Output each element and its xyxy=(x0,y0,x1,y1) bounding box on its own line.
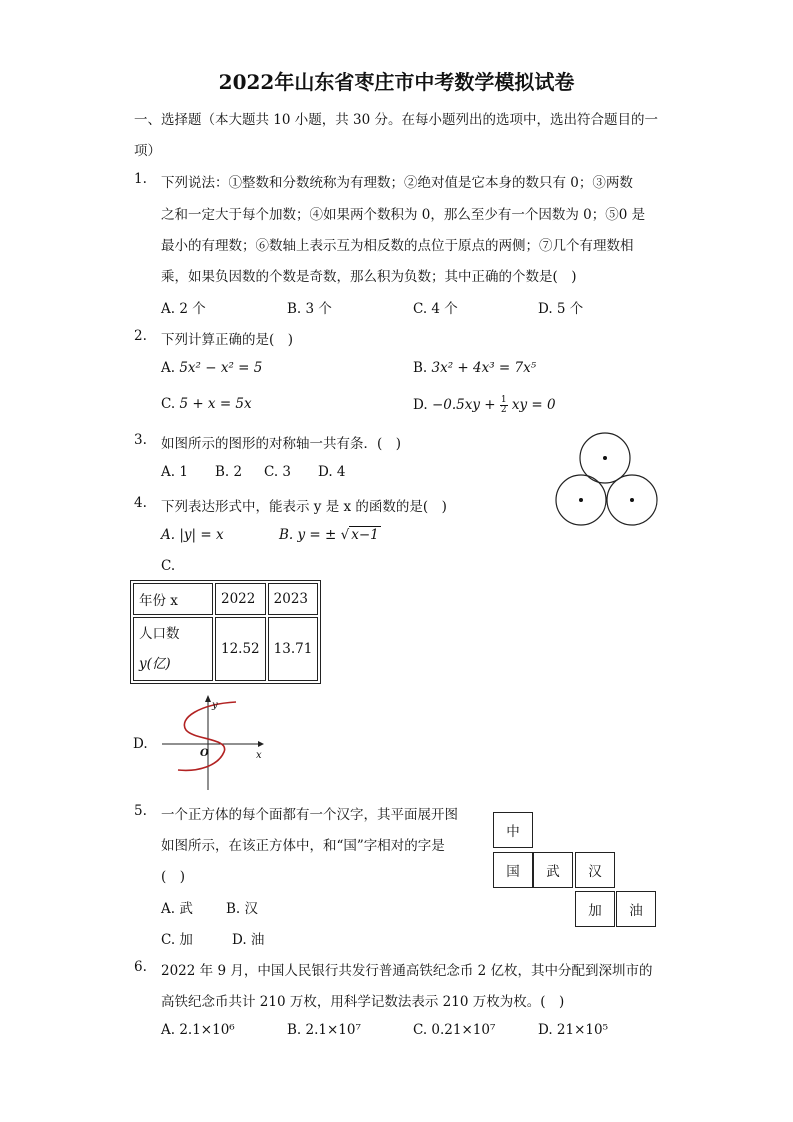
q1-line-1: 下列说法：①整数和分数统称为有理数；②绝对值是它本身的数只有 0；③两数 xyxy=(161,175,633,191)
q1-option-c: C. 4 个 xyxy=(413,301,458,317)
table-header-year xyxy=(133,583,213,615)
fraction-denominator: 2 xyxy=(500,405,507,415)
table-row-label-1: 人口数 xyxy=(139,626,180,642)
q2-option-c-label: C. xyxy=(161,396,176,412)
q1-option-a: A. 2 个 xyxy=(161,301,206,317)
q5-line-2: 如图所示，在该正方体中，和“国”字相对的字是 xyxy=(161,838,445,854)
q2-option-d-expr-post: xy = 0 xyxy=(511,397,556,413)
q1-line-3: 最小的有理数；⑥数轴上表示互为相反数的点位于原点的两侧；⑦几个有理数相 xyxy=(161,238,634,254)
q2-option-d-fraction xyxy=(500,396,508,415)
q4-option-d-label: D. xyxy=(133,736,148,752)
q1-line-2: 之和一定大于每个加数；④如果两个数积为 0，那么至少有一个因数为 0；⑤0 是 xyxy=(161,207,646,223)
q4-number: 4. xyxy=(134,495,147,511)
q1-option-b: B. 3 个 xyxy=(287,301,332,317)
q5-line-1: 一个正方体的每个面都有一个汉字，其平面展开图 xyxy=(161,807,458,823)
y-axis-arrow-icon xyxy=(205,695,211,702)
table-cell-2023: 13.71 xyxy=(268,617,319,681)
table-cell-2022: 12.52 xyxy=(215,617,266,681)
q2-option-a xyxy=(161,360,262,376)
q4-stem: 下列表达形式中，能表示 y 是 x 的函数的是( ) xyxy=(161,499,447,515)
table-header-year-text: 年份 x xyxy=(139,593,178,609)
q2-option-c-expr: 5 + x = 5x xyxy=(179,396,252,412)
q3-number: 3. xyxy=(134,432,147,448)
q2-option-d-expr-pre: −0.5xy + xyxy=(431,397,500,413)
q4-option-b-radicand: x−1 xyxy=(351,527,379,543)
q4-option-b xyxy=(279,527,381,543)
s-curve-graph xyxy=(160,694,270,792)
section-heading: 一、选择题（本大题共 10 小题，共 30 分。在每小题列出的选项中，选出符合题目的一 xyxy=(134,112,659,128)
circle-left-center xyxy=(579,498,583,502)
net-cell-guo: 国 xyxy=(493,852,533,888)
net-cell-wu: 武 xyxy=(533,852,573,888)
q4-option-b-pre: B. y = ± xyxy=(279,527,337,543)
q6-option-b: B. 2.1×10⁷ xyxy=(287,1022,361,1038)
graph-origin-label: O xyxy=(200,748,209,759)
q5-option-a: A. 武 xyxy=(161,901,193,917)
q6-option-a: A. 2.1×10⁶ xyxy=(161,1022,235,1038)
q2-option-b-label: B. xyxy=(413,360,428,376)
table-row-label-2: y(亿) xyxy=(139,656,171,672)
q2-option-a-expr: 5x² − x² = 5 xyxy=(179,360,263,376)
table-header-2022: 2022 xyxy=(215,583,266,615)
q3-option-b: B. 2 xyxy=(215,464,243,480)
page-title: 2022年山东省枣庄市中考数学模拟试卷 xyxy=(218,70,575,94)
q6-line-2: 高铁纪念币共计 210 万枚，用科学记数法表示 210 万枚为枚。( ) xyxy=(161,994,565,1010)
q6-line-1: 2022 年 9 月，中国人民银行共发行普通高铁纪念币 2 亿枚，其中分配到深圳市的 xyxy=(161,963,653,979)
net-cell-you: 油 xyxy=(616,891,656,927)
q2-option-a-label: A. xyxy=(161,360,176,376)
circle-right-center xyxy=(630,498,634,502)
q3-option-d: D. 4 xyxy=(318,464,346,480)
q6-option-c: C. 0.21×10⁷ xyxy=(413,1022,496,1038)
net-cell-zhong: 中 xyxy=(493,812,533,848)
q5-line-3: ( ) xyxy=(161,869,186,885)
net-cell-han: 汉 xyxy=(575,852,615,888)
q6-number: 6. xyxy=(134,959,147,975)
q2-option-b-expr: 3x² + 4x³ = 7x⁵ xyxy=(431,360,537,376)
q2-number: 2. xyxy=(134,328,147,344)
q1-number: 1. xyxy=(134,171,147,187)
q1-line-4: 乘，如果负因数的个数是奇数，那么积为负数；其中正确的个数是( ) xyxy=(161,269,577,285)
table-row-label xyxy=(133,617,213,681)
three-circles-figure xyxy=(553,430,663,530)
x-axis-arrow-icon xyxy=(258,741,264,747)
q4-option-c-label: C. xyxy=(161,558,176,574)
q2-option-d-label: D. xyxy=(413,397,428,413)
q5-option-b: B. 汉 xyxy=(226,901,259,917)
sqrt-icon: √ xyxy=(340,527,350,543)
graph-x-label: x xyxy=(256,750,262,761)
section-heading-cont: 项） xyxy=(134,143,161,159)
population-table xyxy=(130,580,321,684)
s-curve xyxy=(178,702,236,770)
fraction-numerator: 1 xyxy=(500,395,507,405)
q4-option-a: A. |y| = x xyxy=(161,527,224,543)
q2-option-b xyxy=(413,360,536,376)
table-header-2023: 2023 xyxy=(268,583,319,615)
table-row xyxy=(133,583,318,615)
q3-stem: 如图所示的图形的对称轴一共有条．( ) xyxy=(161,436,402,452)
net-cell-jia: 加 xyxy=(575,891,615,927)
q2-stem: 下列计算正确的是( ) xyxy=(161,332,294,348)
q5-number: 5. xyxy=(134,803,147,819)
circle-top-center xyxy=(603,456,607,460)
q2-option-d xyxy=(413,396,556,415)
q5-option-c: C. 加 xyxy=(161,932,193,948)
graph-y-label: y xyxy=(212,700,218,711)
q1-option-d: D. 5 个 xyxy=(538,301,584,317)
q2-option-c xyxy=(161,396,252,412)
table-row xyxy=(133,617,318,681)
q5-option-d: D. 油 xyxy=(232,932,265,948)
q3-option-c: C. 3 xyxy=(264,464,292,480)
q3-option-a: A. 1 xyxy=(161,464,188,480)
q6-option-d: D. 21×10⁵ xyxy=(538,1022,609,1038)
